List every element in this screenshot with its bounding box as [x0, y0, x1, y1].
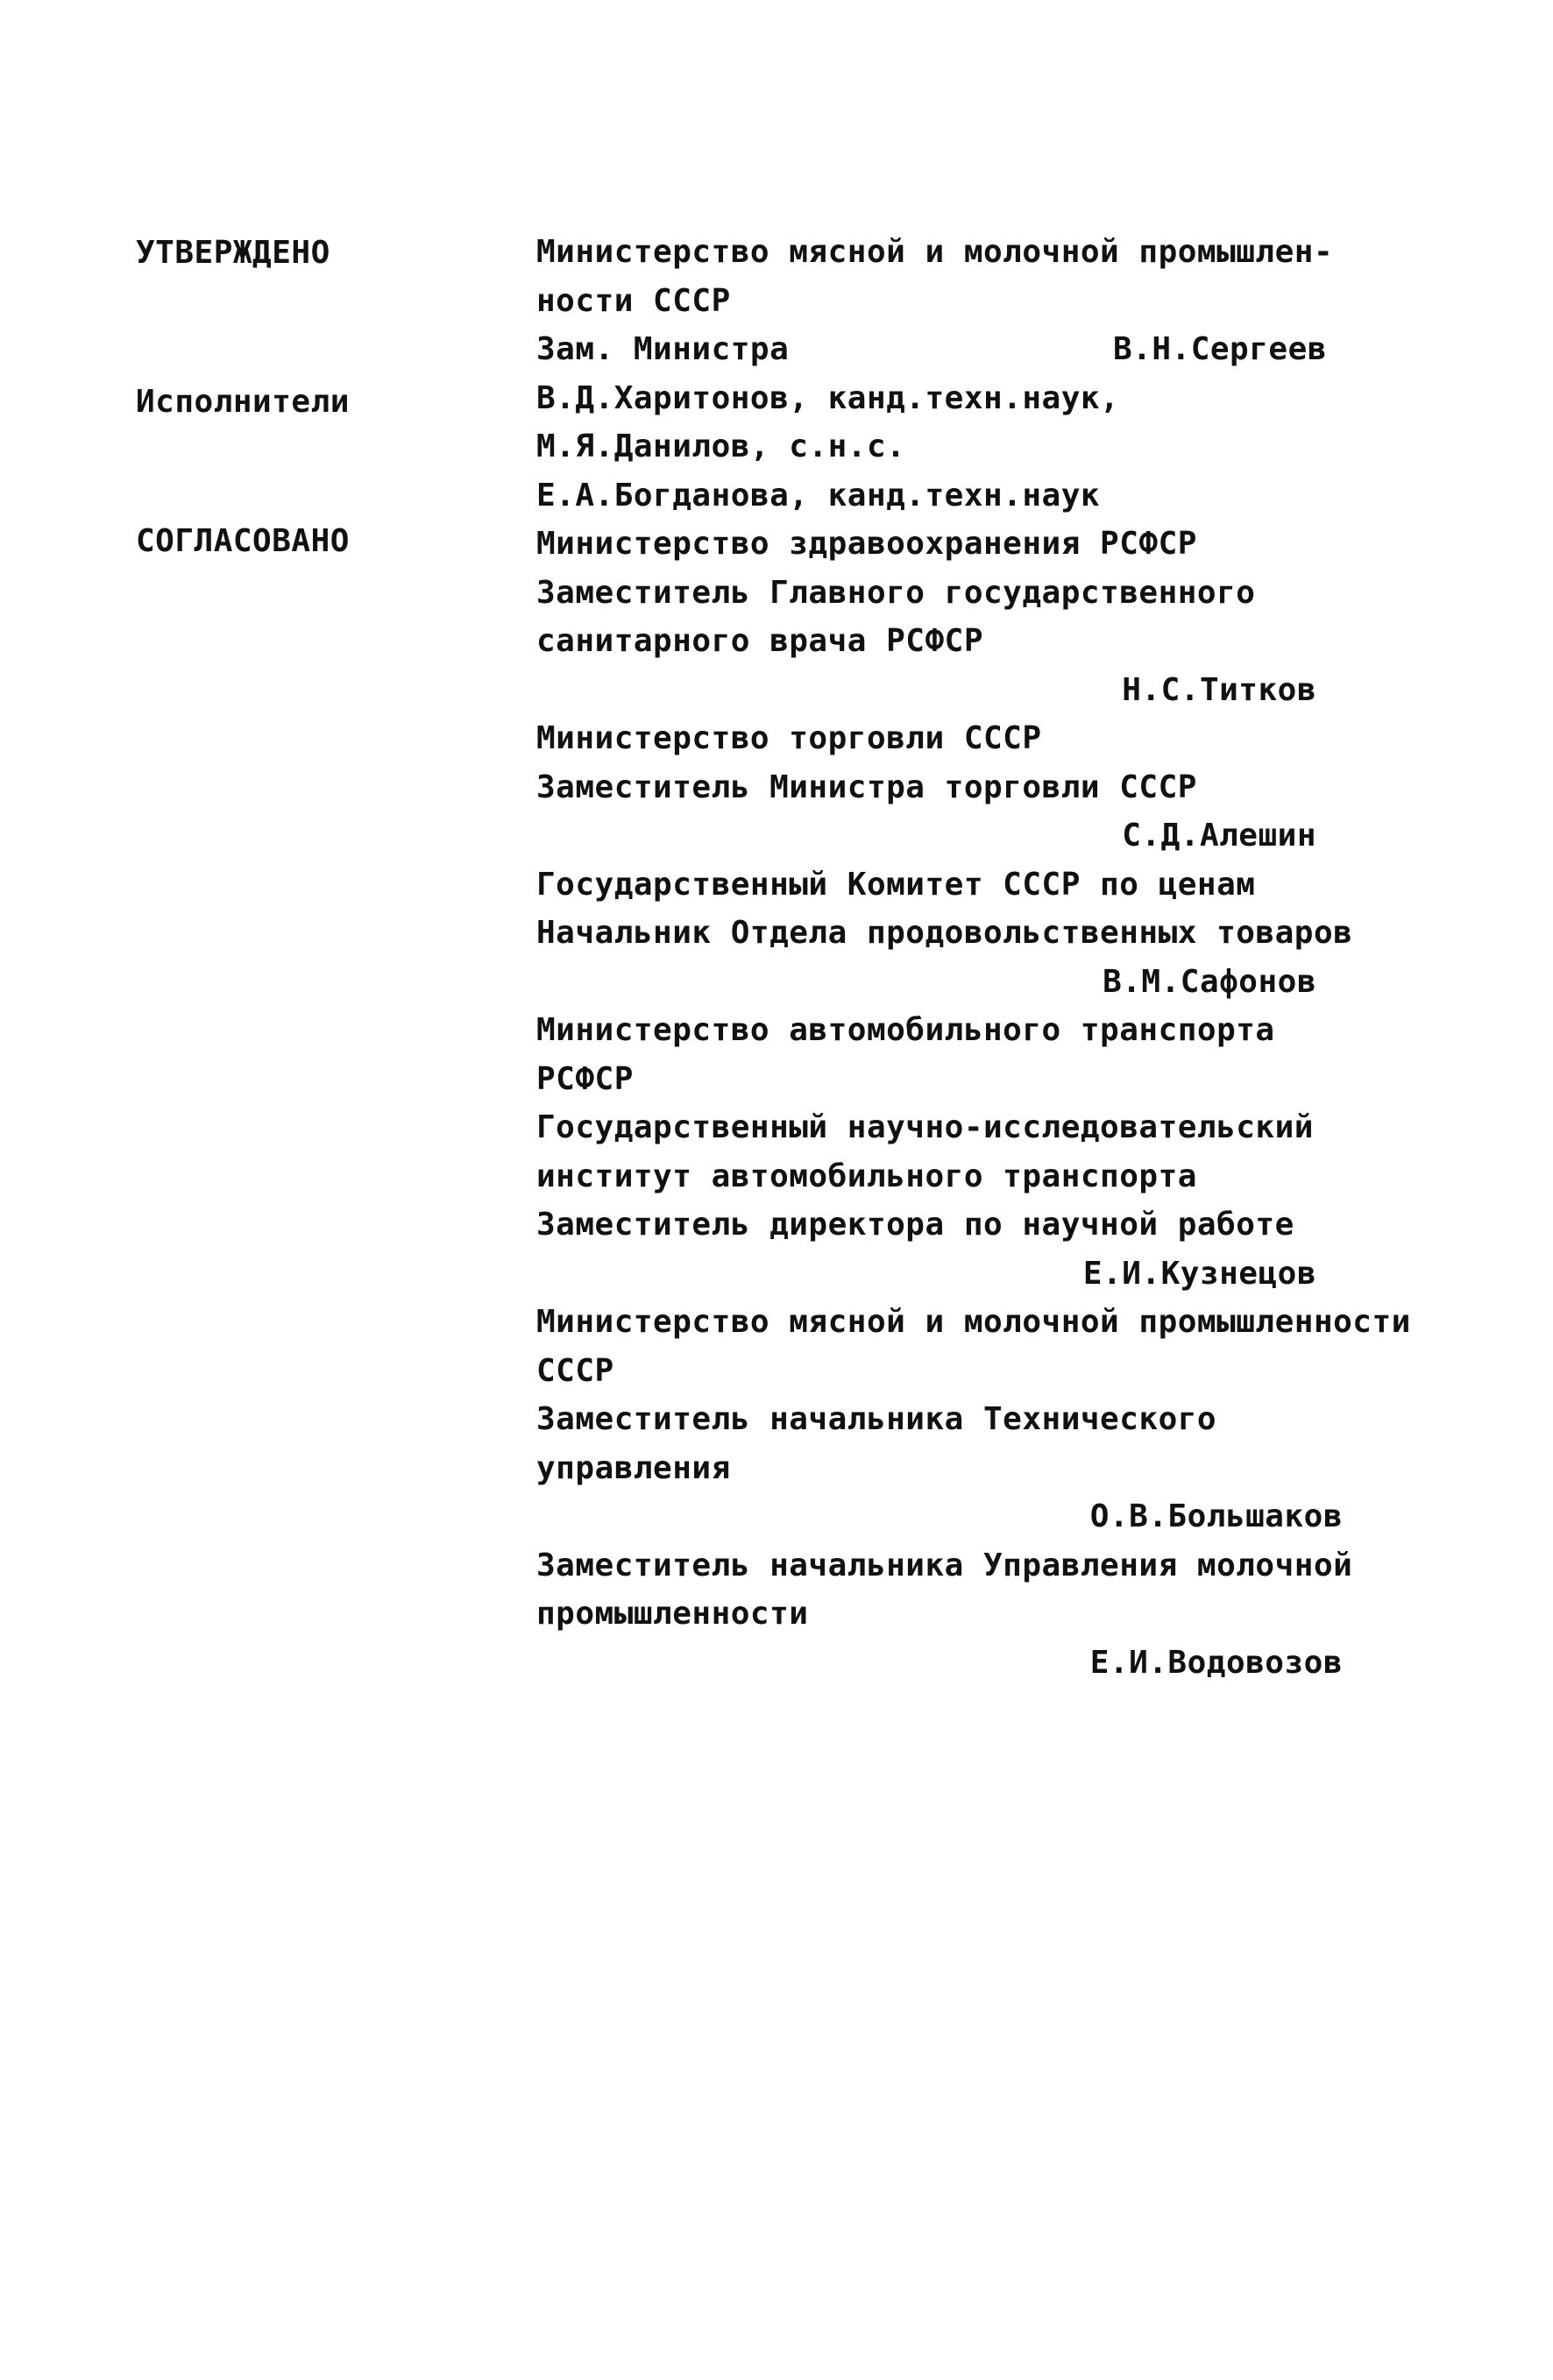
health-signatory: Н.С.Титков — [1122, 671, 1316, 708]
health-position-line1: Заместитель Главного государственного — [536, 574, 1256, 611]
prices-signatory: В.М.Сафонов — [1103, 963, 1316, 1000]
meat-dairy-position1-line2: управления — [536, 1449, 731, 1486]
approved-ministry-line2: ности СССР — [536, 282, 731, 319]
approved-ministry-line1: Министерство мясной и молочной промышлен- — [536, 234, 1334, 270]
trade-org: Министерство торговли СССР — [536, 720, 1042, 756]
prices-org: Государственный Комитет СССР по ценам — [536, 866, 1256, 903]
meat-dairy-position2-line1: Заместитель начальника Управления молочной — [536, 1547, 1353, 1583]
meat-dairy-signatory1: О.В.Большаков — [1089, 1498, 1343, 1534]
executor-3: Е.А.Богданова, канд.техн.наук — [536, 477, 1101, 514]
health-org: Министерство здравоохранения РСФСР — [536, 526, 1197, 562]
approved-position: Зам. Министра — [536, 331, 790, 367]
executor-1: В.Д.Харитонов, канд.техн.наук, — [536, 379, 1120, 416]
transport-org-line2: РСФСР — [536, 1060, 634, 1097]
approved-signatory: В.Н.Сергеев — [1113, 331, 1327, 367]
meat-dairy-position2-line2: промышленности — [536, 1596, 809, 1632]
approved-label: УТВЕРЖДЕНО — [136, 235, 330, 271]
meat-dairy-signatory2: Е.И.Водовозов — [1089, 1644, 1343, 1681]
transport-org-line1: Министерство автомобильного транспорта — [536, 1012, 1275, 1048]
transport-institute-line2: институт автомобильного транспорта — [536, 1158, 1197, 1194]
executor-2: М.Я.Данилов, с.н.с. — [536, 429, 906, 464]
approval-details — [536, 228, 1448, 1687]
health-position-line2: санитарного врача РСФСР — [536, 623, 983, 659]
executors-label: Исполнители — [136, 384, 350, 420]
meat-dairy-position1-line1: Заместитель начальника Технического — [536, 1401, 1217, 1437]
transport-position: Заместитель директора по научной работе — [536, 1207, 1294, 1243]
transport-institute-line1: Государственный научно-исследовательский — [536, 1109, 1314, 1145]
agreed-label: СОГЛАСОВАНО — [136, 523, 350, 559]
meat-dairy-org-line1: Министерство мясной и молочной промышленности — [536, 1304, 1411, 1340]
meat-dairy-org-line2: СССР — [536, 1352, 614, 1389]
trade-signatory: С.Д.Алешин — [1122, 818, 1316, 854]
transport-signatory: Е.И.Кузнецов — [1082, 1255, 1316, 1292]
prices-position: Начальник Отдела продовольственных товаров — [536, 915, 1353, 951]
trade-position: Заместитель Министра торговли СССР — [536, 769, 1197, 805]
approved-position-row — [536, 325, 1448, 374]
